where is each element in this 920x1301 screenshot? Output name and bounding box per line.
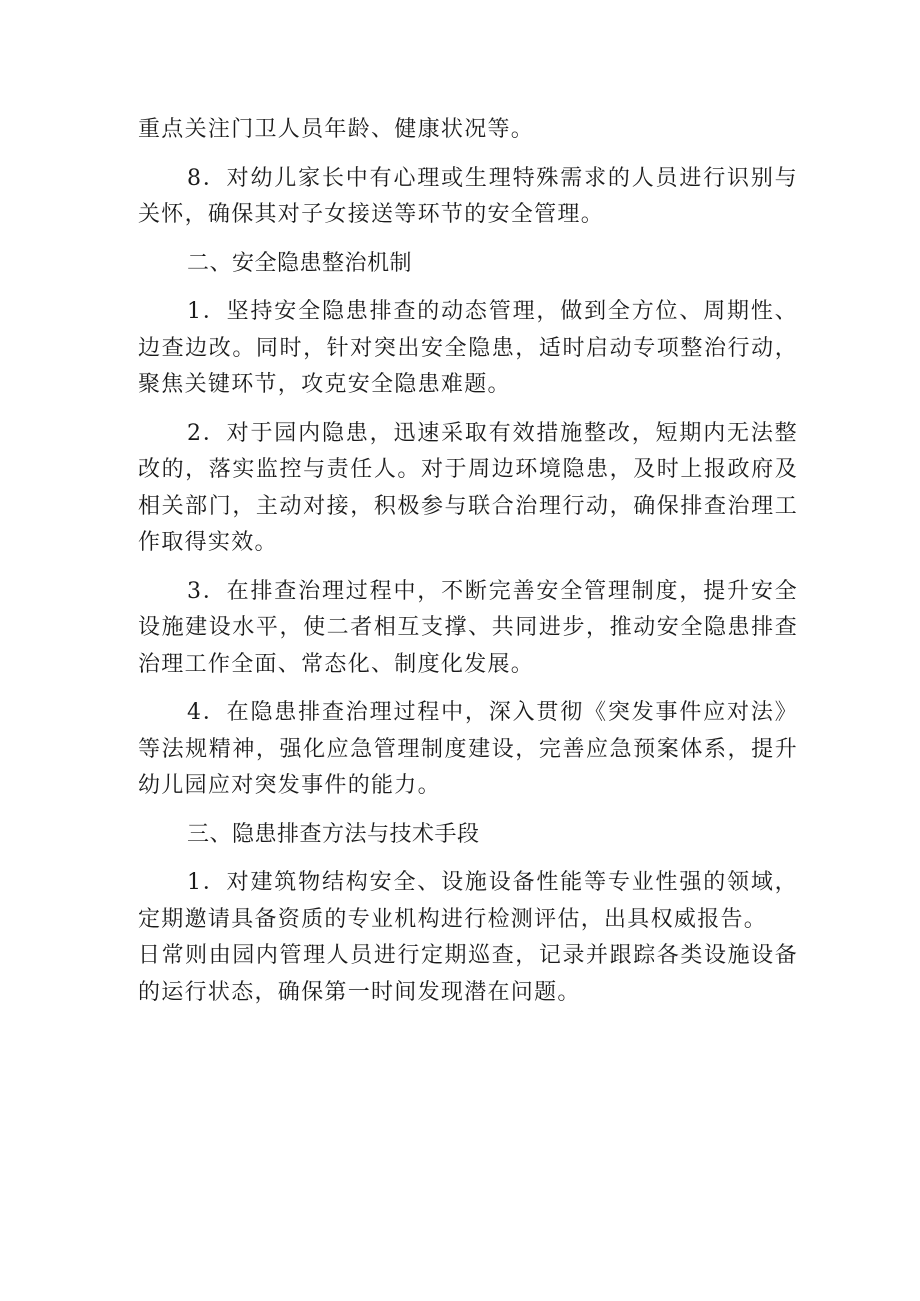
section-heading-2: 二、安全隐患整治机制 bbox=[187, 250, 413, 276]
paragraph-section3-item-1-continued: 日常则由园内管理人员进行定期巡查，记录并跟踪各类设施设备的运行状态，确保第一时间发现潜在问题。 bbox=[138, 943, 798, 1005]
paragraph-section2-item-1: 1．坚持安全隐患排查的动态管理，做到全方位、周期性、边查边改。同时，针对突出安全隐患，适时启动专项整治行动，聚焦关键环节，攻克安全隐患难题。 bbox=[138, 299, 798, 397]
paragraph-section2-item-2: 2．对于园内隐患，迅速采取有效措施整改，短期内无法整改的，落实监控与责任人。对于周边环境隐患，及时上报政府及相关部门，主动对接，积极参与联合治理行动，确保排查治理工作取得实效。 bbox=[138, 420, 798, 555]
section-heading-3: 三、隐患排查方法与技术手段 bbox=[187, 821, 480, 847]
paragraph-continuation: 重点关注门卫人员年龄、健康状况等。 bbox=[138, 117, 535, 142]
paragraph-item-8: 8．对幼儿家长中有心理或生理特殊需求的人员进行识别与关怀，确保其对子女接送等环节的安全管理。 bbox=[138, 165, 798, 227]
paragraph-section2-item-3: 3．在排查治理过程中，不断完善安全管理制度，提升安全设施建设水平，使二者相互支撑、共同进步，推动安全隐患排查治理工作全面、常态化、制度化发展。 bbox=[138, 578, 798, 677]
paragraph-section3-item-1: 1．对建筑物结构安全、设施设备性能等专业性强的领域，定期邀请具备资质的专业机构进行检测评估，出具权威报告。 bbox=[138, 870, 798, 932]
paragraph-section2-item-4: 4．在隐患排查治理过程中，深入贯彻《突发事件应对法》等法规精神，强化应急管理制度建设，完善应急预案体系，提升幼儿园应对突发事件的能力。 bbox=[138, 700, 798, 798]
document-body bbox=[138, 112, 798, 1011]
